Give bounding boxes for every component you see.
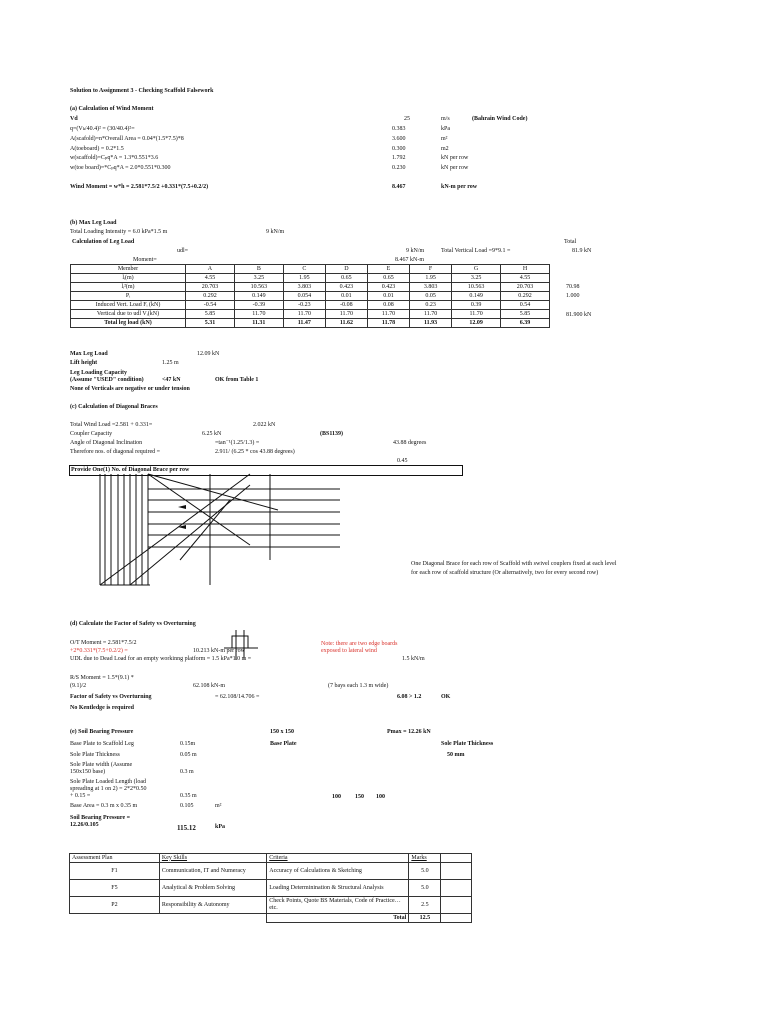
ascaffold-unit: m² — [441, 136, 448, 142]
max-leg-load-label: Max Leg Load — [70, 351, 108, 357]
plate-size: 150 x 150 — [270, 729, 294, 735]
brace-note-2: for each row of scaffold structure (Or alternatively, two for every second row) — [411, 570, 599, 576]
table-cell: 1.95 — [410, 274, 452, 283]
assessment-cell: Total — [267, 914, 409, 923]
ascaffold-label: A(scafold)=n*Overall Area = 0.04*(1.5*7.5)*8 — [70, 136, 184, 142]
assessment-cell — [159, 914, 266, 923]
udl-dead-load: UDL due to Dead Load for an empty workinng platform = 1.5 kPa*1.0 m = — [70, 656, 252, 662]
sole-plate-thickness: Sole Plate Thickness — [70, 752, 120, 758]
table-cell: 11.70 — [410, 310, 452, 319]
assessment-cell: Loading Determinination & Structural Analysis — [267, 880, 409, 897]
wind-moment-unit: kN-m per row — [441, 184, 478, 190]
base-area-unit: m² — [215, 803, 222, 809]
table-cell: 0.23 — [410, 301, 452, 310]
table-header-cell: C — [283, 265, 325, 274]
total-vertical-load: Total Vertical Load =9*9.1 = — [441, 248, 511, 254]
sole-plate-width-1: Sole Plate width (Assume — [70, 762, 133, 768]
table-cell: 0.149 — [452, 292, 501, 301]
table-cell: 0.08 — [367, 301, 409, 310]
atoe-unit: m2 — [441, 146, 449, 152]
assessment-cell: Check Points, Quote BS Materials, Code of Practice…etc. — [267, 897, 409, 914]
table-cell: lᵢ²(m) — [71, 283, 186, 292]
table-cell: 0.423 — [367, 283, 409, 292]
table-header-cell: H — [501, 265, 550, 274]
assessment-cell — [441, 897, 472, 914]
q-label: q=(Vₖ/40.4)² = (30/40.4)²= — [70, 126, 135, 132]
total-loading-intensity: Total Loading Intensity = 6.0 kPa*1.5 m — [70, 229, 168, 235]
ascaffold-value: 3.600 — [392, 136, 406, 142]
page-title: Solution to Assignment 3 - Checking Scaffold Falsework — [70, 88, 214, 94]
assessment-header-cell: Criteria — [267, 854, 409, 863]
angle-inclination-expr: =tan⁻¹(1.25/1.3) = — [215, 440, 260, 446]
base-plate-sketch-label: Base Plate — [270, 741, 297, 747]
assessment-header-cell: Assessment Plan — [70, 854, 160, 863]
bays-note: (7 bays each 1.3 m wide) — [328, 683, 389, 689]
provide-brace-text: Provide One(1) No. of Diagonal Brace per row — [71, 467, 190, 473]
table-cell: 0.423 — [325, 283, 367, 292]
table-cell: -0.08 — [325, 301, 367, 310]
total-wind-load-value: 2.022 kN — [253, 422, 276, 428]
table-header-cell: A — [186, 265, 235, 274]
assessment-cell — [441, 880, 472, 897]
row-total: 81.900 kN — [566, 312, 592, 318]
max-leg-load-value: 12.09 kN — [197, 351, 220, 357]
sole-plate-length-3: + 0.15 = — [70, 793, 91, 799]
calc-leg-load: Calculation of Leg Load — [72, 239, 135, 245]
total-vertical-load-value: 81.9 kN — [572, 248, 592, 254]
section-d-heading: (d) Calculate the Factor of Safety vs Overturning — [70, 621, 196, 627]
assessment-cell — [70, 914, 160, 923]
table-cell: 11.31 — [234, 319, 283, 328]
row-total: 1.000 — [566, 293, 580, 299]
vd-value: 25 — [404, 116, 410, 122]
assessment-header-cell: Key Skills — [159, 854, 266, 863]
table-cell: 11.47 — [283, 319, 325, 328]
total-label: Total — [564, 239, 577, 245]
lift-height-label: Lift height — [70, 360, 98, 366]
lift-height-value: 1.25 m — [162, 360, 179, 366]
ot-moment: O/T Moment = 2.581*7.5/2 — [70, 640, 137, 646]
udl-dead-load-value: 1.5 kN/m — [402, 656, 425, 662]
soil-bearing-value: 115.12 — [177, 824, 196, 832]
table-cell: -0.39 — [234, 301, 283, 310]
sole-plate-length-value: 0.35 m — [180, 793, 197, 799]
fos-label: Factor of Safety vs Overturning — [70, 694, 152, 700]
table-cell: 0.65 — [367, 274, 409, 283]
assessment-row — [70, 863, 472, 880]
coupler-capacity: Coupler Capacity — [70, 431, 113, 437]
table-cell: 3.25 — [234, 274, 283, 283]
q-unit: kPa — [441, 126, 450, 132]
assessment-cell: 5.0 — [409, 863, 441, 880]
fos-expr: = 62.108/14.706 = — [215, 694, 260, 700]
rs-moment-value: 62.108 kN-m — [193, 683, 225, 689]
assessment-cell: Responsibility & Autonomy — [159, 897, 266, 914]
table-cell: 3.803 — [410, 283, 452, 292]
base-plate-value: 0.15m — [180, 741, 196, 747]
none-negative: None of Verticals are negative or under tension — [70, 386, 190, 392]
table-cell: Induced Vert. Load Fᵢ (kN) — [71, 301, 186, 310]
sole-plate-thickness-sketch-label: Sole Plate Thickness — [441, 741, 494, 747]
brace-note-1: One Diagonal Brace for each row of Scaffold with swivel couplers fixed at each level — [411, 561, 617, 567]
assessment-cell: Communication, IT and Numeracy — [159, 863, 266, 880]
table-cell: 12.09 — [452, 319, 501, 328]
sole-plate-length-2: spreading at 1 on 2) = 2*2*0.50 — [70, 786, 147, 792]
table-cell: 11.70 — [234, 310, 283, 319]
table-cell: Vertical due to udl Vᵢ(kN) — [71, 310, 186, 319]
diagonals-required-expr: 2.911/ (6.25 * cos 43.88 degrees) — [215, 449, 295, 455]
ot-moment-line2: +2*0.331*(7.5+0.2/2) = — [70, 648, 128, 654]
assessment-table — [69, 853, 472, 923]
table-cell: 0.149 — [234, 292, 283, 301]
wscaffold-unit: kN per row — [441, 155, 469, 161]
section-c-heading: (c) Calculation of Diagonal Braces — [70, 404, 158, 410]
ot-moment-value: 10.213 kN-m per row — [193, 648, 245, 654]
table-cell: 0.01 — [367, 292, 409, 301]
atoe-label: A(toeboard) = 0.2*1.5 — [70, 146, 124, 152]
fos-ok: OK — [441, 694, 451, 700]
assume-used: (Assume "USED" condition) — [70, 377, 144, 383]
table-header-cell: F — [410, 265, 452, 274]
soil-bearing-1: Soil Bearing Pressure = — [70, 815, 131, 821]
rs-moment-line2: (9.1)/2 — [70, 683, 87, 689]
diagonals-required-value: 0.45 — [397, 458, 408, 464]
table-cell: 10.563 — [234, 283, 283, 292]
wscaffold-label: w(scaffold)=Cₚq*A = 1.3*0.551*3.6 — [70, 155, 159, 161]
note-edge-boards: Note: there are two edge boards — [321, 641, 398, 647]
table-cell: 0.39 — [452, 301, 501, 310]
assessment-cell: P2 — [70, 897, 160, 914]
diagonals-required: Therefore nos. of diagonal required = — [70, 449, 161, 455]
soil-bearing-2: 12.26/0.105 — [70, 822, 99, 828]
dim-1: 100 — [332, 794, 341, 800]
udl-value: 9 kN/m — [406, 248, 425, 254]
table-cell: Total leg load (kN) — [71, 319, 186, 328]
assessment-cell: 5.0 — [409, 880, 441, 897]
table-cell: 0.54 — [501, 301, 550, 310]
table-cell: 6.39 — [501, 319, 550, 328]
pmax: Pmax = 12.26 kN — [387, 729, 431, 735]
no-kentledge: No Kentledge is required — [70, 705, 134, 711]
table-cell: 10.563 — [452, 283, 501, 292]
total-loading-intensity-value: 9 kN/m — [266, 229, 285, 235]
sole-plate-length-1: Sole Plate Loaded Length (load — [70, 779, 146, 785]
sole-plate-width-value: 0.3 m — [180, 769, 194, 775]
fos-value: 6.08 > 1.2 — [397, 694, 422, 700]
table-cell: 11.70 — [367, 310, 409, 319]
dim-2: 150 — [355, 794, 364, 800]
table-cell: 5.85 — [186, 310, 235, 319]
dim-3: 100 — [376, 794, 385, 800]
assessment-row — [70, 897, 472, 914]
sole-plate-thickness-mm: 50 mm — [447, 752, 465, 758]
assessment-cell — [441, 914, 472, 923]
table-cell: Pᵢ — [71, 292, 186, 301]
assessment-header-cell: Marks — [409, 854, 441, 863]
ok-table1: OK from Table 1 — [215, 377, 259, 383]
assessment-header-cell — [441, 854, 472, 863]
angle-inclination: Angle of Diagonal Inclination — [70, 440, 143, 446]
table-cell: 11.70 — [325, 310, 367, 319]
section-a-heading: (a) Calculation of Wind Moment — [70, 106, 154, 112]
table-header-cell: E — [367, 265, 409, 274]
assessment-row — [70, 880, 472, 897]
table-cell: 0.65 — [325, 274, 367, 283]
moment-value: 8.467 kN-m — [395, 257, 424, 263]
table-cell: 20.703 — [501, 283, 550, 292]
table-cell: -0.54 — [186, 301, 235, 310]
table-cell: 0.01 — [325, 292, 367, 301]
table-cell: 1.95 — [283, 274, 325, 283]
table-cell: 0.292 — [501, 292, 550, 301]
table-cell: -0.23 — [283, 301, 325, 310]
table-cell: 5.31 — [186, 319, 235, 328]
table-header-cell: D — [325, 265, 367, 274]
assessment-cell: Analytical & Problem Solving — [159, 880, 266, 897]
table-cell: 4.55 — [501, 274, 550, 283]
udl-label: udl= — [177, 248, 189, 254]
assessment-cell: F1 — [70, 863, 160, 880]
table-cell: 4.55 — [186, 274, 235, 283]
note-lateral-wind: exposed to lateral wind — [321, 648, 377, 654]
table-cell: 11.62 — [325, 319, 367, 328]
row-total: 70.98 — [566, 283, 580, 290]
wscaffold-value: 1.792 — [392, 155, 406, 161]
leg-capacity-label: Leg Loading Capacity — [70, 370, 128, 376]
assessment-cell: 2.5 — [409, 897, 441, 914]
assessment-cell: 12.5 — [409, 914, 441, 923]
table-cell: 11.70 — [283, 310, 325, 319]
section-e-heading: (e) Soil Bearing Pressure — [70, 729, 134, 735]
table-cell: 11.70 — [452, 310, 501, 319]
base-plate-label: Base Plate to Scaffold Leg — [70, 741, 134, 747]
sole-plate-thickness-value: 0.05 m — [180, 752, 197, 758]
sole-plate-width-2: 150x150 base) — [70, 769, 106, 775]
table-cell: 11.93 — [410, 319, 452, 328]
wtoe-unit: kN per row — [441, 165, 469, 171]
total-wind-load: Total Wind Load =2.581 + 0.331= — [70, 422, 153, 428]
table-cell: 20.703 — [186, 283, 235, 292]
table-cell: 3.803 — [283, 283, 325, 292]
wtoe-value: 0.230 — [392, 165, 406, 171]
table-header-cell: B — [234, 265, 283, 274]
bahrain-code: (Bahrain Wind Code) — [472, 116, 528, 122]
wind-moment-label: Wind Moment = w*h = 2.581*7.5/2 +0.331*(7.5+0.2/2) — [70, 184, 209, 190]
table-cell: 0.054 — [283, 292, 325, 301]
moment-label: Moment= — [133, 257, 157, 263]
wtoe-label: w(toe board)=*Cₚq*A = 2.0*0.551*0.300 — [70, 165, 171, 171]
base-area-value: 0.105 — [180, 803, 194, 809]
assessment-header-row — [70, 854, 472, 863]
table-cell: lᵢ(m) — [71, 274, 186, 283]
q-value: 0.383 — [392, 126, 406, 132]
rs-moment: R/S Moment = 1.5*(9.1) * — [70, 675, 134, 681]
table-cell: 3.25 — [452, 274, 501, 283]
assessment-cell — [441, 863, 472, 880]
assessment-total-row — [70, 914, 472, 923]
table-cell: 11.78 — [367, 319, 409, 328]
vd-unit: m/s — [441, 116, 450, 122]
vd-label: Vd — [70, 116, 78, 122]
soil-bearing-unit: kPa — [215, 824, 226, 830]
capacity-47: <47 kN — [162, 377, 181, 383]
section-b-heading: (b) Max Leg Load — [70, 220, 117, 226]
atoe-value: 0.300 — [392, 146, 406, 152]
table-cell: 5.85 — [501, 310, 550, 319]
table-cell: 0.292 — [186, 292, 235, 301]
angle-inclination-value: 43.88 degrees — [393, 440, 427, 446]
assessment-cell: Accuracy of Calculations & Sketching — [267, 863, 409, 880]
table-header-cell: G — [452, 265, 501, 274]
wind-moment-value: 8.467 — [392, 184, 406, 190]
bs1139: (BS1139) — [320, 431, 344, 437]
coupler-capacity-value: 6.25 kN — [202, 431, 222, 437]
table-cell: 0.05 — [410, 292, 452, 301]
assessment-cell: F5 — [70, 880, 160, 897]
table-header-cell: Member — [71, 265, 186, 274]
base-area: Base Area = 0.3 m x 0.35 m — [70, 803, 138, 809]
